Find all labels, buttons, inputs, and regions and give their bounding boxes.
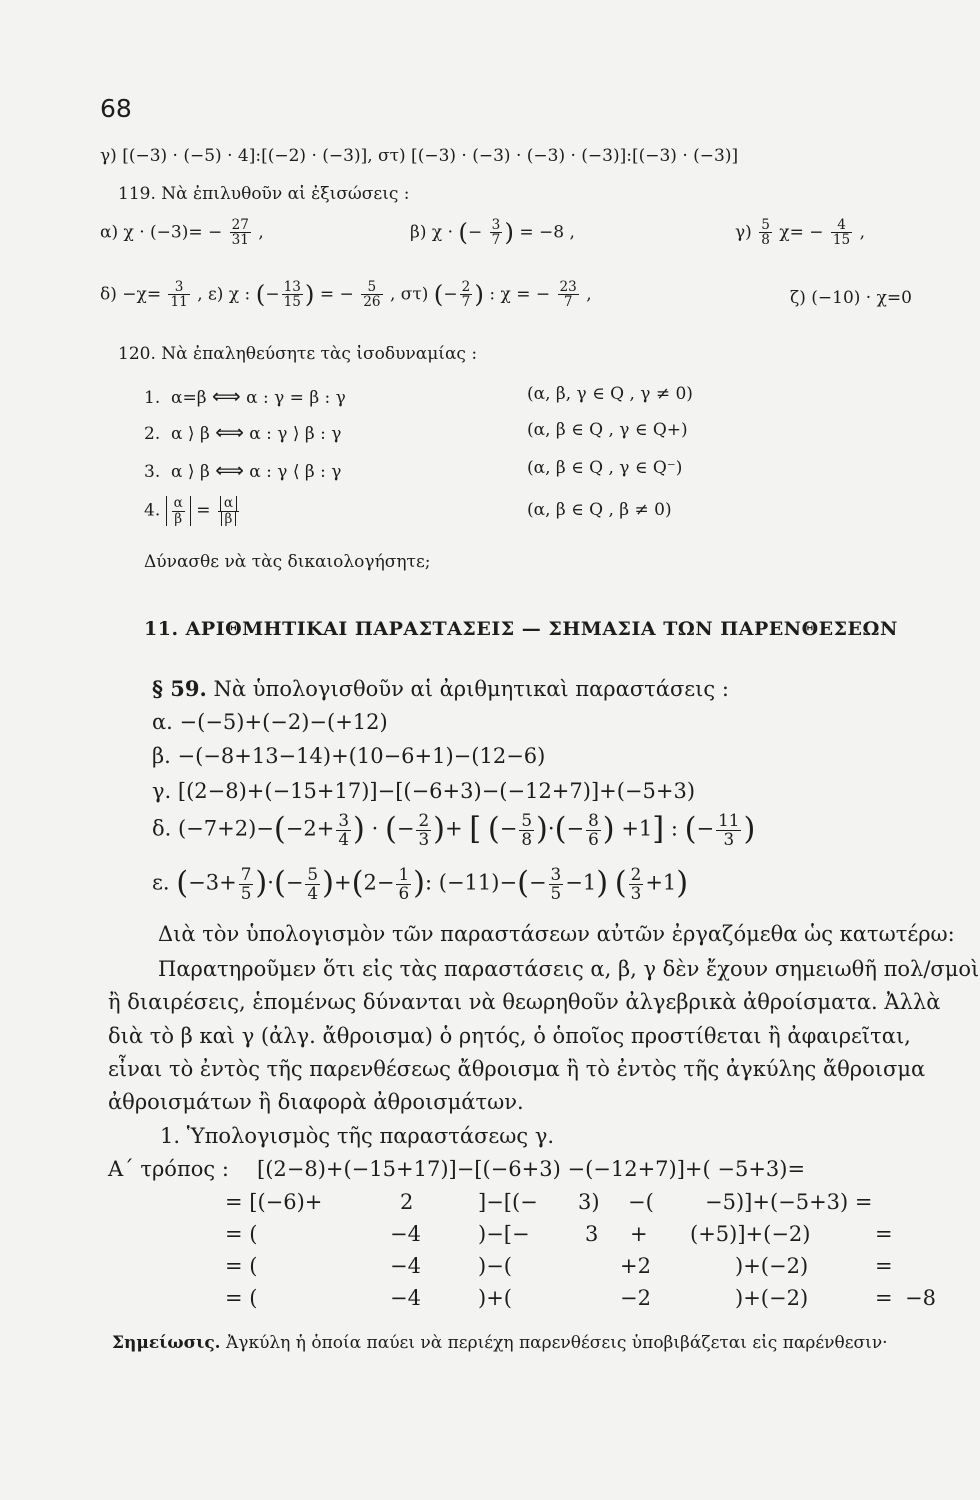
fraction: $\frac{3}{4}$ bbox=[338, 810, 350, 849]
equivalence-item-1: 1. α=β ⟺ α : γ = β : γ bbox=[144, 384, 346, 408]
calc-step-4-a: = ( bbox=[225, 1286, 258, 1310]
expr-gamma: γ. [(2−8)+(−15+17)]−[(−6+3)−(−12+7)]+(−5+3) bbox=[152, 779, 696, 803]
calc-step-1-b: 2 bbox=[400, 1190, 414, 1214]
calc-step-3-b: −4 bbox=[390, 1254, 421, 1278]
body-line-2: Παρατηροῦμεν ὅτι εἰς τὰς παραστάσεις α, β, γ δὲν ἔχουν σημειωθῆ πολ/σμοὶ bbox=[158, 957, 980, 981]
fraction: $\frac{5}{8}$ bbox=[521, 810, 533, 849]
double-arrow-icon: ⟺ bbox=[215, 458, 244, 482]
calc-title: 1. Ὑπολογισμὸς τῆς παραστάσεως γ. bbox=[160, 1124, 555, 1148]
body-line-3: ἢ διαιρέσεις, ἑπομένως δύνανται νὰ θεωρηθοῦν ἀλγεβρικὰ ἀθροίσματα. Ἀλλὰ bbox=[108, 990, 941, 1014]
calc-step-4-result: −8 bbox=[905, 1286, 936, 1310]
calc-step-2-b: −4 bbox=[390, 1222, 421, 1246]
exercise-120-title: 120. Νὰ ἐπαληθεύσητε τὰς ἰσοδυναμίας : bbox=[118, 344, 478, 364]
method-label: Α΄ τρόπος : bbox=[108, 1157, 229, 1181]
absolute-value bbox=[166, 496, 191, 526]
eq-119-zeta: ζ) (−10) · χ=0 bbox=[790, 288, 912, 308]
expr-delta: δ. (−7+2)−(−2+ $\frac{3}{4}$ ) · (− $\frac{2}{3}$ )+ [ (− $\frac{5}{8}$ )·(− $\frac{8}{6}$ ) +1] : (− $\frac{11}{3}$ ) bbox=[152, 810, 756, 849]
fraction: $\frac{4}{15}$ bbox=[832, 217, 851, 249]
eq-119-gamma: γ) $\frac{5}{8}$ χ= − $\frac{4}{15}$ , bbox=[735, 217, 865, 249]
fraction: $\frac{27}{31}$ bbox=[231, 217, 249, 249]
equivalence-cond-1: (α, β, γ ∈ Q , γ ≠ 0) bbox=[527, 384, 693, 404]
fraction: $\frac{5}{8}$ bbox=[761, 217, 770, 249]
note-line: Σημείωσις. Ἀγκύλη ἡ ὁποία παύει νὰ περιέχη παρενθέσεις ὑποβιβάζεται εἰς παρένθεσιν· bbox=[112, 1333, 888, 1353]
calc-step-3-c: )−( bbox=[478, 1254, 512, 1278]
calc-step-0: [(2−8)+(−15+17)]−[(−6+3) −(−12+7)]+( −5+3)= bbox=[257, 1157, 806, 1181]
fraction: $\frac{8}{6}$ bbox=[588, 810, 599, 849]
body-line-4: διὰ τὸ β καὶ γ (ἀλγ. ἄθροισμα) ὁ ρητός, ὁ ὁποῖος προστίθεται ἢ ἀφαιρεῖται, bbox=[108, 1024, 911, 1048]
fraction: $\frac{11}{3}$ bbox=[718, 810, 740, 849]
eq-119-beta: β) χ · (− $\frac{3}{7}$ ) = −8 , bbox=[410, 217, 575, 249]
exercise-119-title: 119. Νὰ ἐπιλυθοῦν αἱ ἐξισώσεις : bbox=[118, 184, 410, 204]
eq-119-delta-epsilon: δ) −χ= $\frac{3}{11}$ , ε) χ : (− $\frac{13}{15}$ ) = − $\frac{5}{26}$ , στ) (− $\frac{2}{7}$ ) : χ = − $\frac{23}{7}$ , bbox=[100, 279, 592, 311]
calc-step-3-f: = bbox=[875, 1254, 893, 1278]
expr-beta: β. −(−8+13−14)+(10−6+1)−(12−6) bbox=[152, 744, 546, 768]
fraction: $\frac{13}{15}$ bbox=[283, 279, 301, 311]
fraction: $\frac{2}{3}$ bbox=[630, 864, 642, 903]
eq-119-alpha: α) χ · (−3)= − $\frac{27}{31}$ , bbox=[100, 217, 264, 249]
equivalence-cond-4: (α, β ∈ Q , β ≠ 0) bbox=[527, 500, 672, 520]
calc-step-1-e: −( bbox=[628, 1190, 654, 1214]
fraction: $\frac{7}{5}$ bbox=[240, 864, 252, 903]
calc-step-3-e: )+(−2) bbox=[735, 1254, 809, 1278]
fraction: $\frac{\alpha}{\beta}$ bbox=[173, 495, 183, 527]
body-line-1: Διὰ τὸν ὑπολογισμὸν τῶν παραστάσεων αὐτῶν ἐργαζόμεθα ὡς κατωτέρω: bbox=[158, 922, 955, 946]
equivalence-cond-3: (α, β ∈ Q , γ ∈ Q⁻) bbox=[527, 458, 683, 478]
calc-step-2-a: = ( bbox=[225, 1222, 258, 1246]
fraction: $\frac{3}{5}$ bbox=[550, 864, 562, 903]
equivalence-cond-2: (α, β ∈ Q , γ ∈ Q+) bbox=[527, 420, 688, 440]
page-number: 68 bbox=[100, 94, 132, 123]
section-heading: 11. ΑΡΙΘΜΗΤΙΚΑΙ ΠΑΡΑΣΤΑΣΕΙΣ — ΣΗΜΑΣΙΑ ΤΩΝ ΠΑΡΕΝΘΕΣΕΩΝ bbox=[144, 618, 898, 640]
double-arrow-icon: ⟺ bbox=[212, 384, 241, 408]
fraction: $\frac{23}{7}$ bbox=[559, 279, 577, 311]
calc-step-4-b: −4 bbox=[390, 1286, 421, 1310]
calc-step-2-c: )−[− bbox=[478, 1222, 530, 1246]
calc-step-2-d: 3 bbox=[585, 1222, 599, 1246]
fraction: $\frac{1}{6}$ bbox=[398, 864, 410, 903]
body-line-6: ἀθροισμάτων ἢ διαφορὰ ἀθροισμάτων. bbox=[108, 1090, 524, 1114]
calc-step-2-g: = bbox=[875, 1222, 893, 1246]
calc-step-3-d: +2 bbox=[620, 1254, 651, 1278]
fraction: $\frac{2}{7}$ bbox=[461, 279, 471, 311]
calc-step-1-c: ]−[(− bbox=[478, 1190, 538, 1214]
fraction: $\frac{3}{11}$ bbox=[170, 279, 188, 311]
calc-step-1-a: = [(−6)+ bbox=[225, 1190, 323, 1214]
fraction: $\frac{3}{7}$ bbox=[491, 217, 501, 249]
justify-question: Δύνασθε νὰ τὰς δικαιολογήσητε; bbox=[144, 552, 431, 572]
calc-step-4-c: )+( bbox=[478, 1286, 512, 1310]
expr-alpha: α. −(−5)+(−2)−(+12) bbox=[152, 710, 388, 734]
equivalence-item-4: 4. $\frac{\alpha}{\beta}$ = $\frac{\alpha}{\beta}$ bbox=[144, 496, 241, 526]
calc-step-2-e: + bbox=[630, 1222, 648, 1246]
calc-step-1-d: 3) bbox=[578, 1190, 600, 1214]
fraction: $\frac{5}{26}$ bbox=[363, 279, 381, 311]
double-arrow-icon: ⟺ bbox=[215, 420, 244, 444]
body-line-5: εἶναι τὸ ἐντὸς τῆς παρενθέσεως ἄθροισμα ἢ τὸ ἐντὸς τῆς ἀγκύλης ἄθροισμα bbox=[108, 1057, 926, 1081]
expr-epsilon: ε. (−3+ $\frac{7}{5}$ )·(− $\frac{5}{4}$ )+(2− $\frac{1}{6}$ ): (−11)−(− $\frac{3}{5}$ −1) ( $\frac{2}{3}$ +1) bbox=[152, 864, 689, 903]
calc-step-1-f: −5)]+(−5+3) = bbox=[705, 1190, 873, 1214]
calc-step-2-f: (+5)]+(−2) bbox=[690, 1222, 811, 1246]
calc-step-4-d: −2 bbox=[620, 1286, 651, 1310]
calc-step-3-a: = ( bbox=[225, 1254, 258, 1278]
calc-step-4-e: )+(−2) bbox=[735, 1286, 809, 1310]
fraction: $\frac{\alpha}{\beta}$ bbox=[218, 496, 239, 526]
calc-step-4-f: = bbox=[875, 1286, 893, 1310]
paragraph-59: § 59. Νὰ ὑπολογισθοῦν αἱ ἀριθμητικαὶ παραστάσεις : bbox=[152, 676, 729, 701]
equivalence-item-3: 3. α ⟩ β ⟺ α : γ ⟨ β : γ bbox=[144, 458, 342, 482]
equivalence-item-2: 2. α ⟩ β ⟺ α : γ ⟩ β : γ bbox=[144, 420, 342, 444]
exercise-118-gamma-st: γ) [(−3) · (−5) · 4]:[(−2) · (−3)], στ) [(−3) · (−3) · (−3) · (−3)]:[(−3) · (−3)] bbox=[100, 146, 739, 166]
fraction: $\frac{5}{4}$ bbox=[307, 864, 319, 903]
fraction: $\frac{2}{3}$ bbox=[418, 810, 430, 849]
